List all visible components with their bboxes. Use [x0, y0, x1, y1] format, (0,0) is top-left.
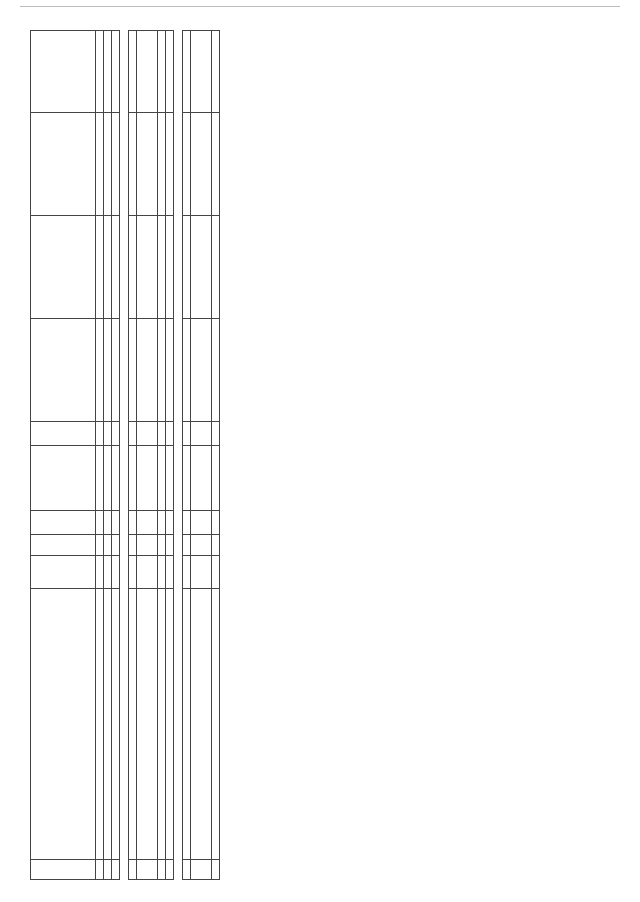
table-cell — [96, 215, 104, 318]
table-cell — [166, 534, 174, 556]
rotated-page — [30, 30, 590, 880]
table-cell — [137, 534, 158, 556]
table-cell — [166, 112, 174, 215]
table-cell — [191, 215, 212, 318]
table-cell — [166, 860, 174, 880]
table-cell — [137, 589, 158, 860]
table-cell — [183, 112, 191, 215]
table-cell — [212, 445, 220, 510]
table-cell — [96, 445, 104, 510]
table-cell — [104, 589, 112, 860]
table-cell — [129, 112, 137, 215]
table-cell — [183, 510, 191, 534]
table-cell — [183, 31, 191, 113]
table-cell — [212, 534, 220, 556]
table-cell — [212, 31, 220, 113]
table-cell — [129, 421, 137, 445]
table-cell — [104, 556, 112, 589]
table-cell — [183, 421, 191, 445]
table-row — [183, 31, 191, 880]
table-cell — [104, 860, 112, 880]
table-cell — [183, 589, 191, 860]
table-cell — [212, 112, 220, 215]
table-cell — [137, 860, 158, 880]
table-cell — [183, 445, 191, 510]
column-header — [31, 556, 96, 589]
table-cell — [158, 421, 166, 445]
table-row — [191, 31, 212, 880]
table-cell — [104, 112, 112, 215]
table-cell — [112, 215, 120, 318]
table-cell — [112, 510, 120, 534]
table-cell — [112, 31, 120, 113]
table-cell — [183, 860, 191, 880]
table-cell — [191, 510, 212, 534]
table-cell — [129, 445, 137, 510]
table-cell — [129, 215, 137, 318]
table-cell — [158, 318, 166, 421]
table-cell — [112, 421, 120, 445]
table-cell — [104, 318, 112, 421]
table-cell — [191, 556, 212, 589]
table-cell — [191, 589, 212, 860]
table-cell — [96, 510, 104, 534]
table-cell — [112, 589, 120, 860]
table-cell — [158, 31, 166, 113]
group-spacer — [174, 31, 183, 880]
budget-table — [30, 30, 220, 880]
table-cell — [212, 589, 220, 860]
table-cell — [129, 589, 137, 860]
table-cell — [212, 510, 220, 534]
table-cell — [96, 112, 104, 215]
column-header — [31, 445, 96, 510]
table-cell — [191, 318, 212, 421]
table-cell — [104, 534, 112, 556]
table-cell — [129, 534, 137, 556]
table-row — [137, 31, 158, 880]
table-row — [96, 31, 104, 880]
table-row — [212, 31, 220, 880]
table-cell — [96, 534, 104, 556]
table-cell — [166, 215, 174, 318]
table-cell — [191, 445, 212, 510]
table-cell — [137, 215, 158, 318]
table-cell — [158, 112, 166, 215]
table-cell — [166, 421, 174, 445]
table-cell — [166, 445, 174, 510]
table-cell — [183, 318, 191, 421]
table-cell — [191, 112, 212, 215]
table-cell — [158, 589, 166, 860]
table-cell — [212, 421, 220, 445]
table-cell — [104, 421, 112, 445]
table-cell — [96, 31, 104, 113]
table-cell — [112, 112, 120, 215]
column-header — [31, 215, 96, 318]
table-cell — [158, 510, 166, 534]
table-cell — [137, 445, 158, 510]
table-cell — [158, 215, 166, 318]
table-cell — [166, 31, 174, 113]
table-row — [166, 31, 174, 880]
table-cell — [129, 31, 137, 113]
table-row — [104, 31, 112, 880]
column-header — [31, 31, 96, 113]
table-cell — [191, 31, 212, 113]
table-cell — [212, 318, 220, 421]
table-cell — [137, 556, 158, 589]
table-cell — [129, 510, 137, 534]
table-cell — [191, 860, 212, 880]
table-cell — [112, 445, 120, 510]
table-cell — [158, 556, 166, 589]
table-row — [129, 31, 137, 880]
column-header — [31, 510, 96, 534]
table-cell — [166, 589, 174, 860]
table-cell — [96, 421, 104, 445]
table-cell — [158, 534, 166, 556]
column-header — [31, 589, 96, 860]
column-header — [31, 318, 96, 421]
table-cell — [166, 556, 174, 589]
table-cell — [96, 556, 104, 589]
table-body — [96, 31, 220, 880]
scan-edge-line — [20, 6, 620, 7]
table-cell — [112, 556, 120, 589]
table-cell — [104, 31, 112, 113]
table-cell — [137, 31, 158, 113]
table-cell — [137, 510, 158, 534]
table-cell — [212, 860, 220, 880]
table-cell — [112, 860, 120, 880]
table-cell — [129, 556, 137, 589]
table-cell — [212, 556, 220, 589]
table-cell — [112, 534, 120, 556]
table-header-row — [31, 31, 96, 880]
table-row — [158, 31, 166, 880]
table-cell — [183, 556, 191, 589]
table-cell — [137, 112, 158, 215]
table-cell — [183, 215, 191, 318]
table-cell — [212, 215, 220, 318]
table-cell — [137, 421, 158, 445]
table-cell — [191, 421, 212, 445]
table-cell — [191, 534, 212, 556]
column-header — [31, 860, 96, 880]
column-header — [31, 112, 96, 215]
table-cell — [137, 318, 158, 421]
table-cell — [96, 318, 104, 421]
table-cell — [104, 510, 112, 534]
table-cell — [166, 510, 174, 534]
table-cell — [96, 589, 104, 860]
column-header — [31, 534, 96, 556]
table-cell — [104, 445, 112, 510]
group-spacer — [120, 31, 129, 880]
table-cell — [96, 860, 104, 880]
table-cell — [158, 445, 166, 510]
column-header — [31, 421, 96, 445]
table-cell — [104, 215, 112, 318]
table-row — [112, 31, 120, 880]
table-cell — [129, 318, 137, 421]
table-cell — [129, 860, 137, 880]
table-cell — [112, 318, 120, 421]
table-cell — [158, 860, 166, 880]
table-cell — [183, 534, 191, 556]
table-cell — [166, 318, 174, 421]
